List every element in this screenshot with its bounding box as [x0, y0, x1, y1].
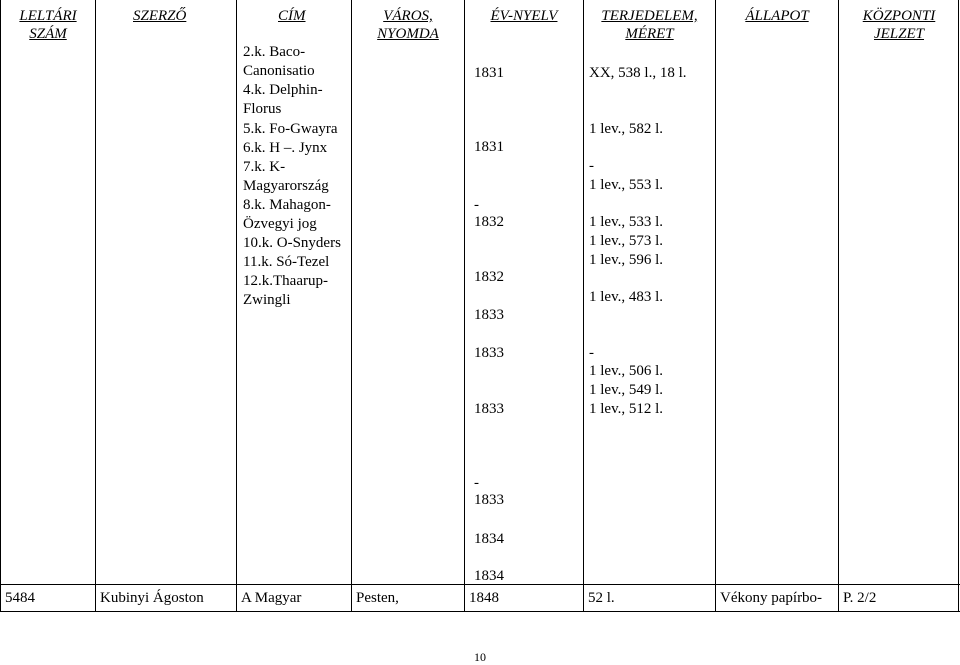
- title-line: Zwingli: [243, 292, 291, 308]
- title-line: 8.k. Mahagon-: [243, 197, 331, 213]
- table-border-left: [0, 0, 1, 612]
- year-cell: 1833: [474, 307, 504, 323]
- header-cim: CÍM: [278, 8, 306, 24]
- column-divider: [715, 0, 716, 612]
- extent-cell: 1 lev., 582 l.: [589, 121, 664, 137]
- extent-cell: 1 lev., 553 l.: [589, 177, 664, 193]
- title-line: 6.k. H –. Jynx: [243, 140, 328, 156]
- bottom-row-allapot: Vékony papírbo-: [720, 590, 823, 606]
- extent-cell: -: [589, 345, 594, 361]
- extent-cell: XX, 538 l., 18 l.: [589, 65, 687, 81]
- year-cell: -: [474, 475, 479, 491]
- extent-cell: 1 lev., 533 l.: [589, 214, 664, 230]
- header-ev-nyelv: ÉV-NYELV: [490, 8, 558, 24]
- bottom-row-kozponti: P. 2/2: [843, 590, 877, 606]
- year-cell: 1834: [474, 531, 504, 547]
- bottom-row-leltari: 5484: [5, 590, 35, 606]
- year-cell: 1831: [474, 139, 504, 155]
- column-divider: [838, 0, 839, 612]
- title-line: 4.k. Delphin-: [243, 82, 323, 98]
- extent-cell: 1 lev., 512 l.: [589, 401, 664, 417]
- header-varos-nyomda: VÁROS, NYOMDA: [377, 8, 439, 42]
- table-border-bottom: [0, 611, 960, 612]
- bottom-row-terj: 52 l.: [588, 590, 615, 606]
- title-line: 2.k. Baco-: [243, 44, 306, 60]
- extent-cell: -: [589, 158, 594, 174]
- title-line: 12.k.Thaarup-: [243, 273, 328, 289]
- page-number: 10: [474, 650, 486, 664]
- year-cell: 1832: [474, 269, 504, 285]
- title-line: 10.k. O-Snyders: [243, 235, 341, 251]
- year-cell: 1833: [474, 401, 504, 417]
- year-cell: -: [474, 197, 479, 213]
- year-cell: 1831: [474, 65, 504, 81]
- year-cell: 1833: [474, 345, 504, 361]
- header-allapot: ÁLLAPOT: [745, 8, 809, 24]
- bottom-row-ev: 1848: [469, 590, 499, 606]
- year-cell: 1833: [474, 492, 504, 508]
- year-cell: 1834: [474, 568, 504, 584]
- column-divider: [464, 0, 465, 612]
- extent-cell: 1 lev., 596 l.: [589, 252, 664, 268]
- extent-cell: 1 lev., 573 l.: [589, 233, 664, 249]
- extent-cell: 1 lev., 506 l.: [589, 363, 664, 379]
- header-kozponti-jelzet: KÖZPONTI JELZET: [862, 8, 936, 42]
- column-divider: [583, 0, 584, 612]
- title-line: Magyarország: [243, 178, 329, 194]
- title-line: 7.k. K-: [243, 159, 286, 175]
- column-divider: [236, 0, 237, 612]
- bottom-row-szerzo: Kubinyi Ágoston: [100, 590, 204, 606]
- header-leltari-szam: LELTÁRI SZÁM: [19, 8, 77, 42]
- title-line: Özvegyi jog: [243, 216, 317, 232]
- table-border-right: [958, 0, 959, 612]
- header-terjedelem-meret: TERJEDELEM, MÉRET: [601, 8, 698, 42]
- header-szerzo: SZERZŐ: [133, 8, 187, 24]
- bottom-row-cim: A Magyar: [241, 590, 302, 606]
- title-line: Florus: [243, 101, 282, 117]
- extent-cell: 1 lev., 483 l.: [589, 289, 664, 305]
- title-line: Canonisatio: [243, 63, 315, 79]
- title-line: 11.k. Só-Tezel: [243, 254, 330, 270]
- title-line: 5.k. Fo-Gwayra: [243, 121, 338, 137]
- bottom-row-varos: Pesten,: [356, 590, 399, 606]
- extent-cell: 1 lev., 549 l.: [589, 382, 664, 398]
- column-divider: [351, 0, 352, 612]
- column-divider: [95, 0, 96, 612]
- year-cell: 1832: [474, 214, 504, 230]
